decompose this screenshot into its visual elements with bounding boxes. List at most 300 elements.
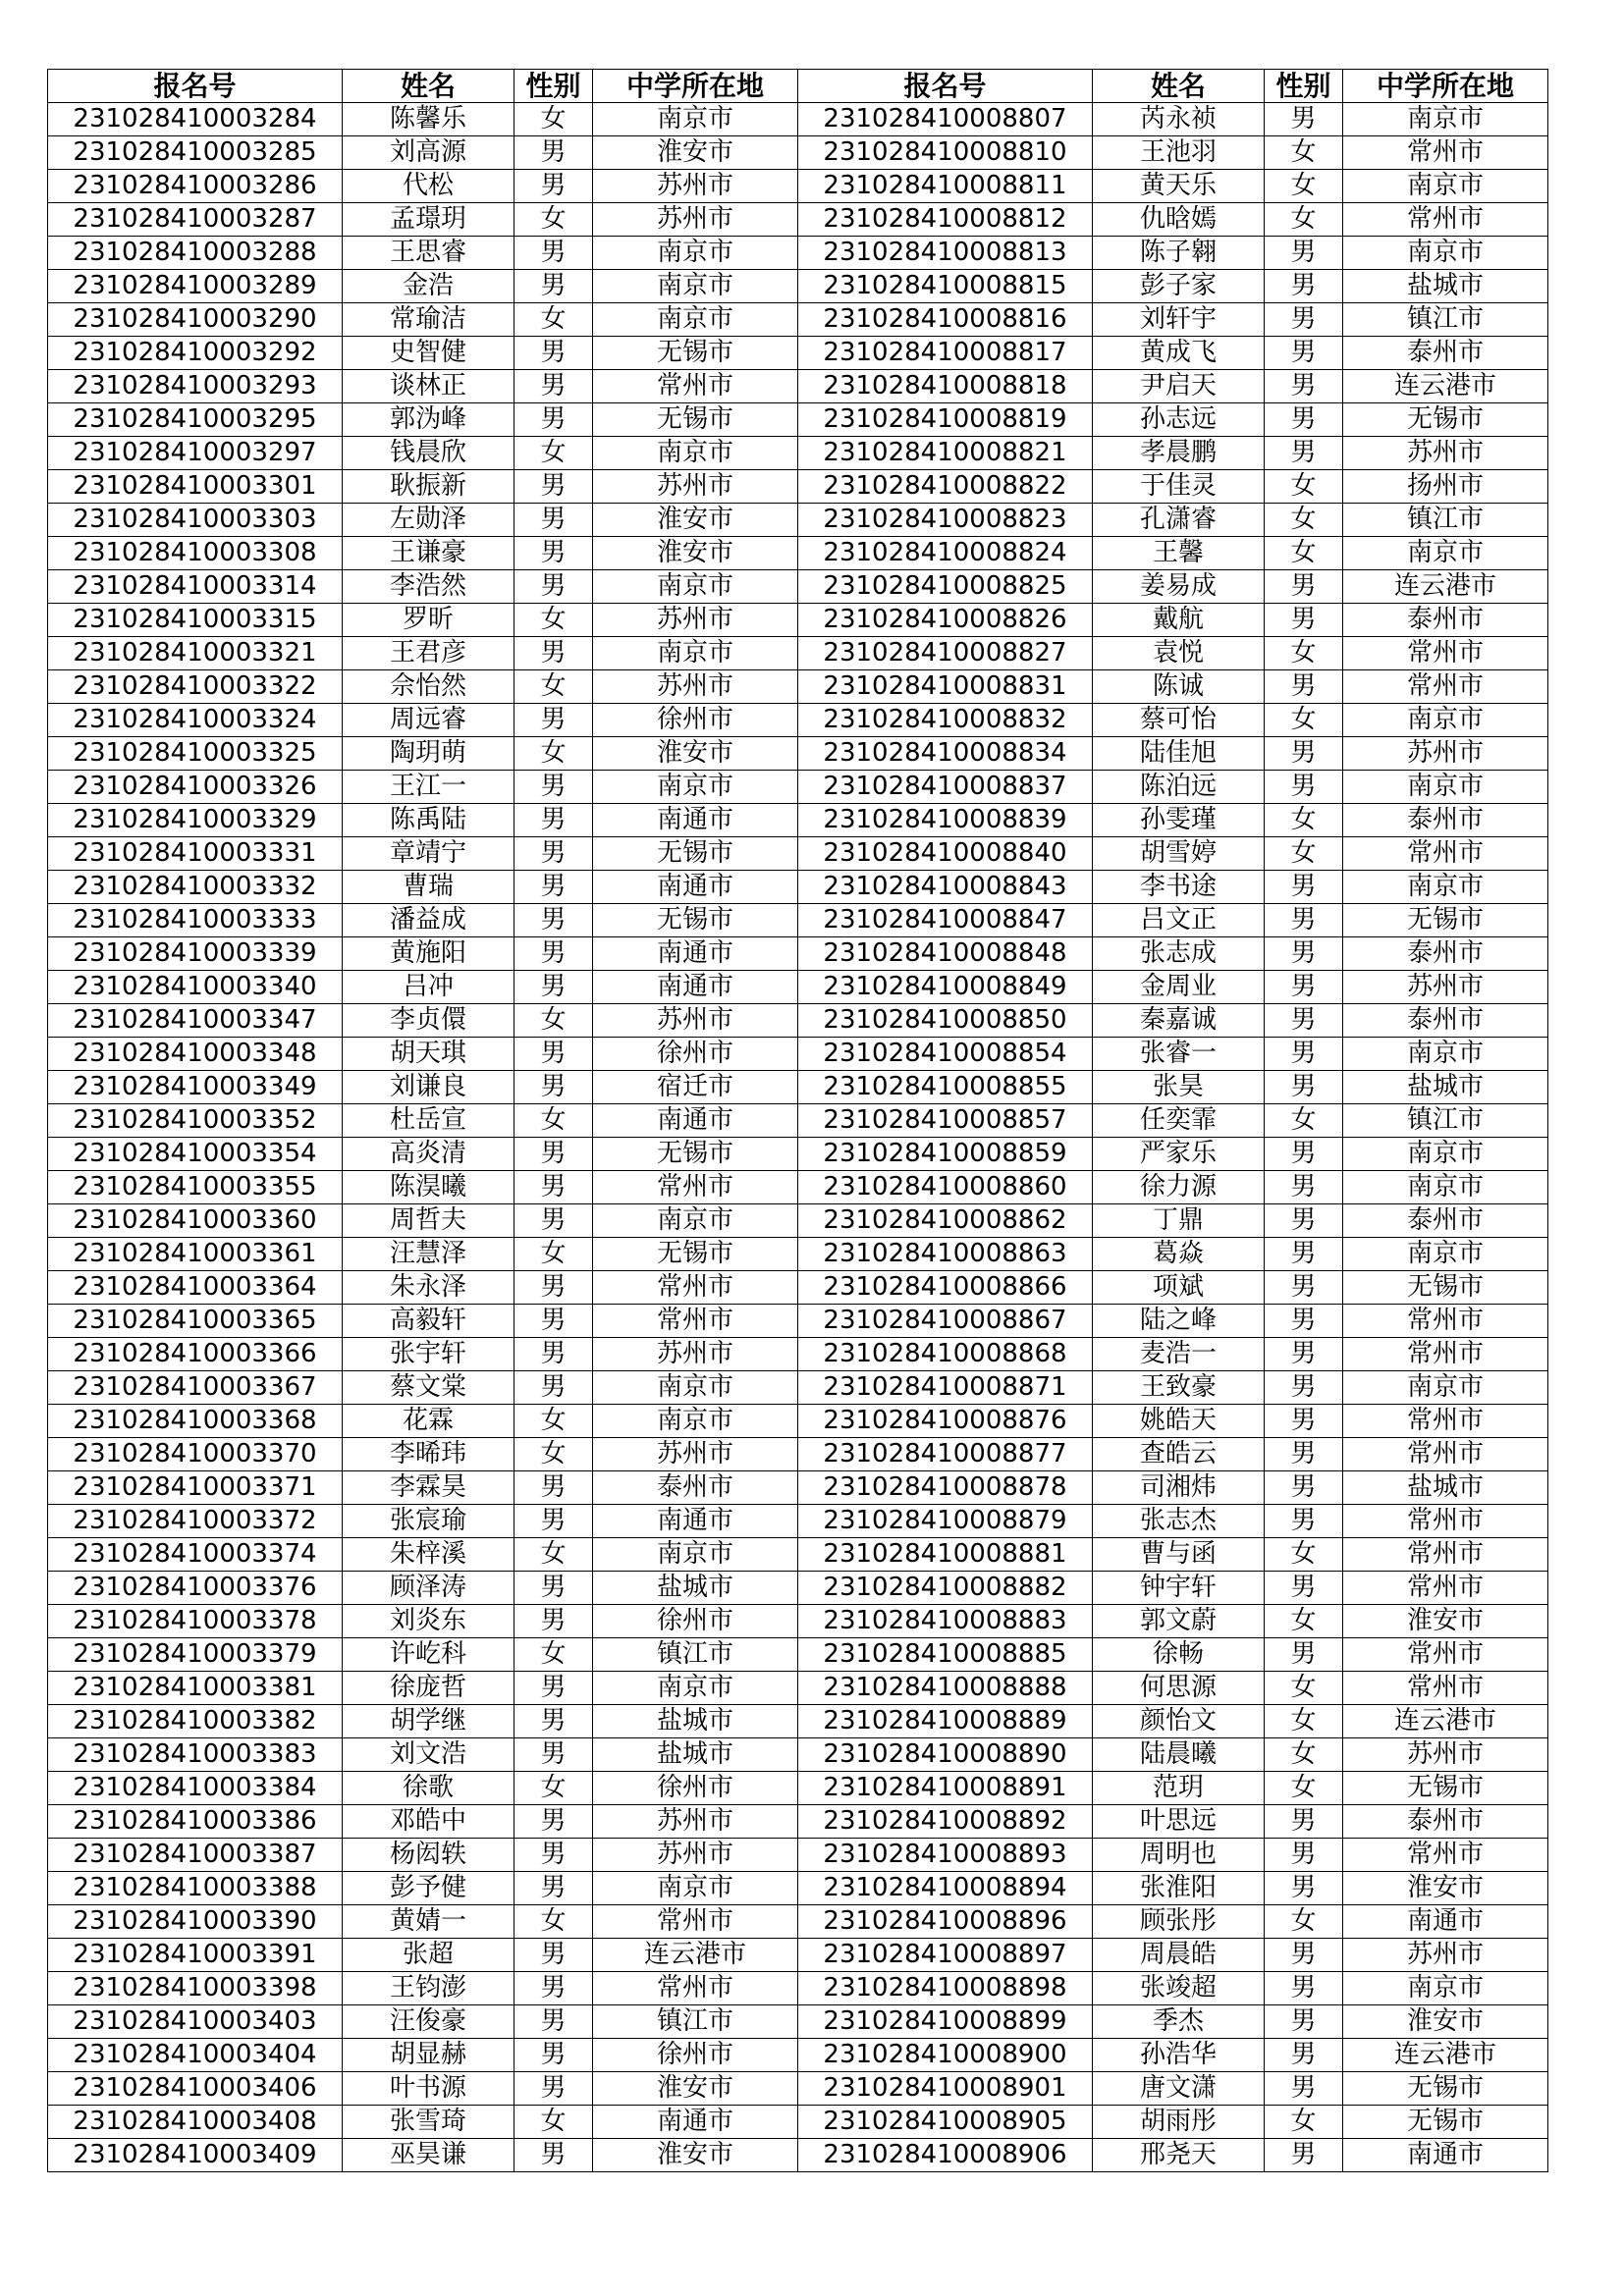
registration-number-cell: 231028410008863 [798, 1238, 1093, 1271]
registration-number-cell: 231028410008837 [798, 771, 1093, 804]
school-location-cell: 无锡市 [593, 337, 798, 370]
name-cell: 朱梓溪 [343, 1538, 514, 1572]
name-cell: 孙志远 [1093, 403, 1265, 437]
school-location-cell: 常州市 [1343, 1572, 1548, 1605]
table-row [48, 2106, 1548, 2139]
name-cell: 秦嘉诚 [1093, 1004, 1265, 1038]
table-row [48, 1438, 1548, 1471]
registration-number-cell: 231028410003349 [48, 1071, 343, 1104]
table-row [48, 637, 1548, 670]
school-location-cell: 泰州市 [1343, 337, 1548, 370]
name-cell: 邓皓中 [343, 1805, 514, 1839]
registration-number-cell: 231028410008879 [798, 1505, 1093, 1538]
school-location-cell: 苏州市 [1343, 1738, 1548, 1772]
school-location-cell: 泰州市 [1343, 1004, 1548, 1038]
registration-number-cell: 231028410008850 [798, 1004, 1093, 1038]
gender-cell: 男 [1265, 1805, 1343, 1839]
school-location-cell: 盐城市 [593, 1705, 798, 1738]
name-cell: 孙雯瑾 [1093, 804, 1265, 837]
gender-cell: 女 [1265, 170, 1343, 203]
registration-number-cell: 231028410003386 [48, 1805, 343, 1839]
table-row [48, 2039, 1548, 2072]
gender-cell: 男 [1265, 237, 1343, 270]
name-cell: 金周业 [1093, 971, 1265, 1004]
registration-number-cell: 231028410003378 [48, 1605, 343, 1638]
name-cell: 尹启天 [1093, 370, 1265, 403]
gender-cell: 男 [514, 1271, 593, 1305]
registration-number-cell: 231028410008811 [798, 170, 1093, 203]
registration-number-cell: 231028410008906 [798, 2139, 1093, 2172]
gender-cell: 男 [514, 1471, 593, 1505]
name-cell: 王谦豪 [343, 537, 514, 570]
registration-number-cell: 231028410003367 [48, 1371, 343, 1405]
registration-number-cell: 231028410003290 [48, 303, 343, 337]
table-row [48, 2072, 1548, 2106]
school-location-cell: 南京市 [1343, 237, 1548, 270]
registration-number-cell: 231028410003354 [48, 1138, 343, 1171]
school-location-cell: 苏州市 [1343, 1939, 1548, 1972]
name-cell: 张睿一 [1093, 1038, 1265, 1071]
registration-number-cell: 231028410003322 [48, 670, 343, 704]
school-location-cell: 常州市 [1343, 203, 1548, 237]
registration-number-cell: 231028410008827 [798, 637, 1093, 670]
name-cell: 蔡可怡 [1093, 704, 1265, 737]
registration-number-cell: 231028410003331 [48, 837, 343, 871]
gender-cell: 男 [1265, 337, 1343, 370]
table-row [48, 1538, 1548, 1572]
name-cell: 黄施阳 [343, 937, 514, 971]
gender-cell: 男 [1265, 1638, 1343, 1672]
header-school-location: 中学所在地 [1343, 70, 1548, 103]
header-name: 姓名 [1093, 70, 1265, 103]
name-cell: 姚皓天 [1093, 1405, 1265, 1438]
school-location-cell: 南通市 [593, 804, 798, 837]
school-location-cell: 南京市 [593, 237, 798, 270]
registration-number-cell: 231028410008848 [798, 937, 1093, 971]
table-row [48, 971, 1548, 1004]
school-location-cell: 苏州市 [593, 1805, 798, 1839]
school-location-cell: 宿迁市 [593, 1071, 798, 1104]
registration-number-cell: 231028410008839 [798, 804, 1093, 837]
registration-number-cell: 231028410008807 [798, 103, 1093, 136]
name-cell: 顾泽涛 [343, 1572, 514, 1605]
gender-cell: 男 [1265, 1839, 1343, 1872]
registration-number-cell: 231028410008878 [798, 1471, 1093, 1505]
registration-number-cell: 231028410003352 [48, 1104, 343, 1138]
school-location-cell: 南京市 [593, 1405, 798, 1438]
gender-cell: 女 [514, 737, 593, 771]
table-row [48, 2139, 1548, 2172]
name-cell: 徐歌 [343, 1772, 514, 1805]
name-cell: 刘轩宇 [1093, 303, 1265, 337]
name-cell: 袁悦 [1093, 637, 1265, 670]
name-cell: 邢尧天 [1093, 2139, 1265, 2172]
school-location-cell: 镇江市 [1343, 1104, 1548, 1138]
table-row [48, 1805, 1548, 1839]
school-location-cell: 泰州市 [1343, 1805, 1548, 1839]
registration-number-cell: 231028410003288 [48, 237, 343, 270]
registration-number-cell: 231028410008822 [798, 470, 1093, 504]
registration-number-cell: 231028410008871 [798, 1371, 1093, 1405]
table-row [48, 837, 1548, 871]
registration-number-cell: 231028410008893 [798, 1839, 1093, 1872]
name-cell: 史智健 [343, 337, 514, 370]
gender-cell: 男 [514, 136, 593, 170]
school-location-cell: 无锡市 [593, 403, 798, 437]
registration-number-cell: 231028410008889 [798, 1705, 1093, 1738]
name-cell: 孔潇睿 [1093, 504, 1265, 537]
table-row [48, 1605, 1548, 1638]
school-location-cell: 南京市 [1343, 1038, 1548, 1071]
gender-cell: 男 [514, 570, 593, 604]
name-cell: 任奕霏 [1093, 1104, 1265, 1138]
table-row [48, 1171, 1548, 1204]
table-row [48, 1738, 1548, 1772]
table-row [48, 1972, 1548, 2005]
name-cell: 王江一 [343, 771, 514, 804]
gender-cell: 男 [514, 1338, 593, 1371]
registration-number-cell: 231028410008890 [798, 1738, 1093, 1772]
registration-number-cell: 231028410003326 [48, 771, 343, 804]
registration-number-cell: 231028410003303 [48, 504, 343, 537]
school-location-cell: 无锡市 [1343, 1772, 1548, 1805]
gender-cell: 男 [514, 704, 593, 737]
gender-cell: 男 [514, 1605, 593, 1638]
gender-cell: 女 [1265, 1905, 1343, 1939]
gender-cell: 男 [1265, 1505, 1343, 1538]
gender-cell: 男 [1265, 2039, 1343, 2072]
school-location-cell: 连云港市 [593, 1939, 798, 1972]
table-row [48, 1038, 1548, 1071]
table-row [48, 1071, 1548, 1104]
registration-number-cell: 231028410008866 [798, 1271, 1093, 1305]
registration-number-cell: 231028410003295 [48, 403, 343, 437]
name-cell: 彭予健 [343, 1872, 514, 1905]
gender-cell: 女 [514, 203, 593, 237]
registration-number-cell: 231028410003360 [48, 1204, 343, 1238]
gender-cell: 男 [514, 1305, 593, 1338]
school-location-cell: 淮安市 [1343, 2005, 1548, 2039]
name-cell: 吕文正 [1093, 904, 1265, 937]
name-cell: 于佳灵 [1093, 470, 1265, 504]
gender-cell: 男 [1265, 1071, 1343, 1104]
school-location-cell: 南京市 [593, 437, 798, 470]
registration-number-cell: 231028410008823 [798, 504, 1093, 537]
gender-cell: 男 [1265, 1038, 1343, 1071]
registration-number-cell: 231028410008810 [798, 136, 1093, 170]
school-location-cell: 苏州市 [1343, 437, 1548, 470]
registration-number-cell: 231028410003364 [48, 1271, 343, 1305]
name-cell: 颜怡文 [1093, 1705, 1265, 1738]
name-cell: 徐畅 [1093, 1638, 1265, 1672]
name-cell: 范玥 [1093, 1772, 1265, 1805]
name-cell: 巫昊谦 [343, 2139, 514, 2172]
gender-cell: 女 [1265, 1605, 1343, 1638]
name-cell: 孟璟玥 [343, 203, 514, 237]
registration-number-cell: 231028410003340 [48, 971, 343, 1004]
name-cell: 张超 [343, 1939, 514, 1972]
name-cell: 谈林正 [343, 370, 514, 403]
name-cell: 胡显赫 [343, 2039, 514, 2072]
gender-cell: 男 [514, 937, 593, 971]
school-location-cell: 常州市 [593, 1905, 798, 1939]
gender-cell: 男 [1265, 1939, 1343, 1972]
gender-cell: 女 [514, 604, 593, 637]
gender-cell: 女 [1265, 504, 1343, 537]
name-cell: 徐庞哲 [343, 1672, 514, 1705]
name-cell: 李贞儇 [343, 1004, 514, 1038]
table-row [48, 1104, 1548, 1138]
registration-number-cell: 231028410008868 [798, 1338, 1093, 1371]
gender-cell: 男 [1265, 1371, 1343, 1405]
registration-number-cell: 231028410003390 [48, 1905, 343, 1939]
gender-cell: 男 [1265, 670, 1343, 704]
name-cell: 严家乐 [1093, 1138, 1265, 1171]
registration-number-cell: 231028410008834 [798, 737, 1093, 771]
gender-cell: 女 [1265, 637, 1343, 670]
school-location-cell: 常州市 [593, 1305, 798, 1338]
registration-number-cell: 231028410003368 [48, 1405, 343, 1438]
school-location-cell: 扬州市 [1343, 470, 1548, 504]
name-cell: 常瑜洁 [343, 303, 514, 337]
school-location-cell: 无锡市 [1343, 2072, 1548, 2106]
gender-cell: 男 [514, 1138, 593, 1171]
name-cell: 佘怡然 [343, 670, 514, 704]
gender-cell: 男 [514, 637, 593, 670]
table-row [48, 1405, 1548, 1438]
name-cell: 丁鼎 [1093, 1204, 1265, 1238]
name-cell: 钱晨欣 [343, 437, 514, 470]
gender-cell: 女 [1265, 470, 1343, 504]
registration-number-cell: 231028410008849 [798, 971, 1093, 1004]
name-cell: 汪俊豪 [343, 2005, 514, 2039]
gender-cell: 男 [1265, 437, 1343, 470]
registration-number-cell: 231028410003409 [48, 2139, 343, 2172]
registration-number-cell: 231028410003293 [48, 370, 343, 403]
gender-cell: 女 [1265, 1705, 1343, 1738]
school-location-cell: 南通市 [593, 971, 798, 1004]
school-location-cell: 常州市 [593, 370, 798, 403]
gender-cell: 女 [514, 103, 593, 136]
registration-number-cell: 231028410008825 [798, 570, 1093, 604]
gender-cell: 男 [1265, 1171, 1343, 1204]
gender-cell: 女 [1265, 537, 1343, 570]
table-row [48, 504, 1548, 537]
school-location-cell: 盐城市 [1343, 1471, 1548, 1505]
gender-cell: 男 [1265, 1204, 1343, 1238]
registration-number-cell: 231028410008867 [798, 1305, 1093, 1338]
gender-cell: 男 [1265, 1972, 1343, 2005]
registration-number-cell: 231028410008813 [798, 237, 1093, 270]
gender-cell: 男 [514, 1071, 593, 1104]
table-row [48, 1271, 1548, 1305]
school-location-cell: 常州市 [1343, 1305, 1548, 1338]
school-location-cell: 常州市 [1343, 1839, 1548, 1872]
school-location-cell: 无锡市 [593, 837, 798, 871]
table-row [48, 1672, 1548, 1705]
gender-cell: 男 [514, 1972, 593, 2005]
gender-cell: 男 [514, 2072, 593, 2106]
school-location-cell: 连云港市 [1343, 1705, 1548, 1738]
name-cell: 陶玥萌 [343, 737, 514, 771]
name-cell: 李书途 [1093, 871, 1265, 904]
name-cell: 王馨 [1093, 537, 1265, 570]
registration-number-cell: 231028410008862 [798, 1204, 1093, 1238]
school-location-cell: 南京市 [1343, 103, 1548, 136]
school-location-cell: 南京市 [593, 637, 798, 670]
name-cell: 潘益成 [343, 904, 514, 937]
school-location-cell: 泰州市 [1343, 1204, 1548, 1238]
school-location-cell: 常州市 [1343, 136, 1548, 170]
school-location-cell: 南京市 [593, 303, 798, 337]
header-school-location: 中学所在地 [593, 70, 798, 103]
name-cell: 周明也 [1093, 1839, 1265, 1872]
registration-number-cell: 231028410008894 [798, 1872, 1093, 1905]
table-row [48, 1872, 1548, 1905]
name-cell: 李霖昊 [343, 1471, 514, 1505]
name-cell: 陈禹陆 [343, 804, 514, 837]
school-location-cell: 淮安市 [593, 737, 798, 771]
name-cell: 罗昕 [343, 604, 514, 637]
gender-cell: 男 [1265, 1405, 1343, 1438]
table-row [48, 1705, 1548, 1738]
gender-cell: 女 [1265, 136, 1343, 170]
name-cell: 季杰 [1093, 2005, 1265, 2039]
gender-cell: 男 [514, 270, 593, 303]
school-location-cell: 南京市 [1343, 1371, 1548, 1405]
table-row [48, 904, 1548, 937]
table-row [48, 804, 1548, 837]
school-location-cell: 南通市 [593, 871, 798, 904]
registration-number-cell: 231028410008859 [798, 1138, 1093, 1171]
school-location-cell: 连云港市 [1343, 570, 1548, 604]
header-registration-number: 报名号 [48, 70, 343, 103]
school-location-cell: 泰州市 [1343, 937, 1548, 971]
registration-number-cell: 231028410003308 [48, 537, 343, 570]
registration-number-cell: 231028410003365 [48, 1305, 343, 1338]
table-row [48, 1238, 1548, 1271]
gender-cell: 男 [514, 2139, 593, 2172]
school-location-cell: 南京市 [593, 1204, 798, 1238]
gender-cell: 男 [514, 237, 593, 270]
registration-number-cell: 231028410003287 [48, 203, 343, 237]
school-location-cell: 南京市 [1343, 1171, 1548, 1204]
name-cell: 耿振新 [343, 470, 514, 504]
school-location-cell: 南京市 [1343, 1138, 1548, 1171]
name-cell: 张宸瑜 [343, 1505, 514, 1538]
gender-cell: 女 [1265, 1672, 1343, 1705]
school-location-cell: 常州市 [1343, 1638, 1548, 1672]
registration-number-cell: 231028410008815 [798, 270, 1093, 303]
table-row [48, 937, 1548, 971]
registration-number-cell: 231028410008824 [798, 537, 1093, 570]
gender-cell: 男 [514, 504, 593, 537]
gender-cell: 男 [1265, 1572, 1343, 1605]
school-location-cell: 南通市 [593, 1505, 798, 1538]
name-cell: 王致豪 [1093, 1371, 1265, 1405]
registration-number-cell: 231028410008899 [798, 2005, 1093, 2039]
school-location-cell: 常州市 [593, 1271, 798, 1305]
school-location-cell: 淮安市 [593, 2139, 798, 2172]
name-cell: 黄婧一 [343, 1905, 514, 1939]
school-location-cell: 淮安市 [593, 537, 798, 570]
gender-cell: 男 [1265, 2072, 1343, 2106]
registration-number-cell: 231028410008860 [798, 1171, 1093, 1204]
table-row [48, 1471, 1548, 1505]
registration-number-cell: 231028410008857 [798, 1104, 1093, 1138]
registration-number-cell: 231028410008819 [798, 403, 1093, 437]
school-location-cell: 南通市 [593, 937, 798, 971]
registration-number-cell: 231028410003292 [48, 337, 343, 370]
table-row [48, 1839, 1548, 1872]
name-cell: 周晨皓 [1093, 1939, 1265, 1972]
registration-number-cell: 231028410003384 [48, 1772, 343, 1805]
gender-cell: 男 [1265, 370, 1343, 403]
registration-number-cell: 231028410003382 [48, 1705, 343, 1738]
name-cell: 叶书源 [343, 2072, 514, 2106]
school-location-cell: 南通市 [1343, 1905, 1548, 1939]
table-row [48, 170, 1548, 203]
school-location-cell: 泰州市 [1343, 804, 1548, 837]
school-location-cell: 淮安市 [1343, 1872, 1548, 1905]
school-location-cell: 南京市 [593, 1371, 798, 1405]
gender-cell: 男 [514, 1672, 593, 1705]
name-cell: 吕冲 [343, 971, 514, 1004]
registration-number-cell: 231028410008831 [798, 670, 1093, 704]
registration-number-cell: 231028410008891 [798, 1772, 1093, 1805]
registration-number-cell: 231028410008812 [798, 203, 1093, 237]
registration-number-cell: 231028410003289 [48, 270, 343, 303]
table-row [48, 1204, 1548, 1238]
name-cell: 胡天琪 [343, 1038, 514, 1071]
table-row [48, 1371, 1548, 1405]
name-cell: 陈诚 [1093, 670, 1265, 704]
gender-cell: 男 [514, 904, 593, 937]
name-cell: 曹瑞 [343, 871, 514, 904]
school-location-cell: 苏州市 [593, 1338, 798, 1371]
school-location-cell: 南京市 [1343, 871, 1548, 904]
table-row [48, 570, 1548, 604]
gender-cell: 男 [514, 403, 593, 437]
registration-number-cell: 231028410003324 [48, 704, 343, 737]
table-row [48, 303, 1548, 337]
school-location-cell: 苏州市 [1343, 971, 1548, 1004]
gender-cell: 女 [514, 1405, 593, 1438]
school-location-cell: 南通市 [1343, 2139, 1548, 2172]
registration-number-cell: 231028410008832 [798, 704, 1093, 737]
table-row [48, 737, 1548, 771]
registration-number-cell: 231028410008883 [798, 1605, 1093, 1638]
registration-number-cell: 231028410003347 [48, 1004, 343, 1038]
name-cell: 陆佳旭 [1093, 737, 1265, 771]
school-location-cell: 无锡市 [1343, 2106, 1548, 2139]
name-cell: 高毅轩 [343, 1305, 514, 1338]
school-location-cell: 南京市 [593, 771, 798, 804]
gender-cell: 男 [1265, 1305, 1343, 1338]
school-location-cell: 无锡市 [593, 1138, 798, 1171]
table-row [48, 871, 1548, 904]
name-cell: 花霖 [343, 1405, 514, 1438]
registration-number-cell: 231028410008816 [798, 303, 1093, 337]
registration-number-cell: 231028410003379 [48, 1638, 343, 1672]
gender-cell: 男 [514, 1038, 593, 1071]
name-cell: 刘谦良 [343, 1071, 514, 1104]
table-row [48, 103, 1548, 136]
gender-cell: 女 [514, 1772, 593, 1805]
registration-number-cell: 231028410003371 [48, 1471, 343, 1505]
name-cell: 张昊 [1093, 1071, 1265, 1104]
registration-number-cell: 231028410003370 [48, 1438, 343, 1471]
